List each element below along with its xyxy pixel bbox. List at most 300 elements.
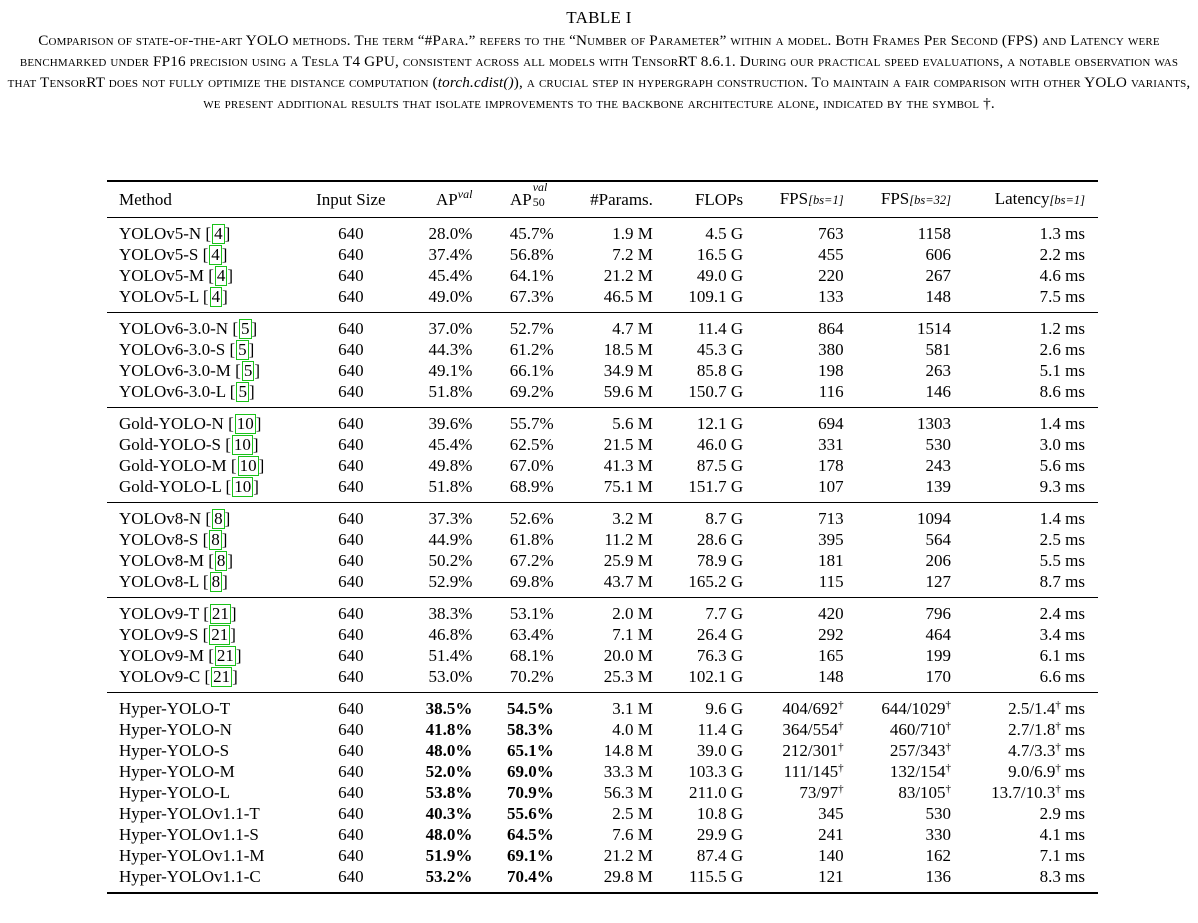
- citation-link[interactable]: 10: [236, 414, 254, 433]
- method-cell: YOLOv6-3.0-M [ 5 ]: [119, 361, 260, 380]
- params-cell: 25.3 M: [603, 667, 653, 686]
- fps-bs1-cell: 73/97†: [799, 783, 844, 802]
- fps-bs1-cell: 380: [818, 340, 844, 359]
- table-row: [107, 719, 1098, 740]
- citation-link[interactable]: 21: [213, 667, 231, 686]
- ap-cell: 50.2%: [428, 551, 473, 570]
- input-size-cell: 640: [338, 846, 364, 865]
- input-size-cell: 640: [338, 435, 364, 454]
- caption-text-1: Comparison of state-of-the-art YOLO methods. The term “#Para.” refers to the “Number of Parameter” within a model. Both Frames Per Second (FPS) and Latency were benchmarked under FP16 precision using a Tesla T4 GPU, consistent across all models with TensorRT 8.6.1. During our practical speed evaluations, a notable observation was that TensorRT does not fully optimize the distance computation (: [7, 32, 1179, 91]
- fps-bs1-cell: 395: [818, 530, 844, 549]
- fps-bs1-cell: 364/554†: [782, 720, 844, 739]
- table-row: [107, 824, 1098, 845]
- fps-bs32-cell: 257/343†: [889, 741, 952, 760]
- table-row: [107, 803, 1098, 824]
- ap50-cell: 67.0%: [509, 456, 554, 475]
- fps-bs32-cell: 1094: [917, 509, 952, 528]
- fps-bs1-cell: 763: [818, 224, 844, 243]
- citation-link[interactable]: 4: [211, 287, 221, 306]
- input-size-cell: 640: [338, 509, 364, 528]
- latency-cell: 1.4 ms: [1039, 414, 1085, 433]
- table-row: [107, 265, 1098, 286]
- ap50-cell: 53.1%: [509, 604, 554, 623]
- citation-link[interactable]: 21: [211, 604, 229, 623]
- citation-link[interactable]: 10: [233, 435, 251, 454]
- fps-bs32-cell: 127: [925, 572, 952, 591]
- params-cell: 5.6 M: [612, 414, 653, 433]
- latency-unit: ms: [1065, 741, 1085, 760]
- latency-cell: 8.6 ms: [1039, 382, 1085, 401]
- header-method: Method: [119, 189, 172, 209]
- params-cell: 21.2 M: [603, 846, 653, 865]
- params-cell: 2.0 M: [612, 604, 653, 623]
- flops-cell: 85.8 G: [696, 361, 744, 380]
- input-size-cell: 640: [338, 340, 364, 359]
- table-row: [107, 339, 1098, 360]
- latency-cell: 6.1 ms: [1039, 646, 1085, 665]
- method-cell: YOLOv9-S [ 21 ]: [119, 625, 236, 644]
- latency-cell: 2.7/1.8† ms: [1008, 720, 1085, 739]
- fps-bs32-cell: 530: [925, 804, 952, 823]
- fps-bs1-cell: 220: [818, 266, 844, 285]
- ap-cell: 46.8%: [428, 625, 473, 644]
- method-cell: YOLOv8-S [ 8 ]: [119, 530, 228, 549]
- flops-cell: 87.4 G: [696, 846, 744, 865]
- citation-link[interactable]: 21: [216, 646, 234, 665]
- citation-link[interactable]: 5: [238, 382, 247, 401]
- table-row: [107, 645, 1098, 666]
- params-cell: 18.5 M: [603, 340, 653, 359]
- flops-cell: 7.7 G: [705, 604, 744, 623]
- ap-cell: 51.9%: [425, 846, 473, 865]
- table-row: [107, 624, 1098, 645]
- ap50-cell: 63.4%: [509, 625, 554, 644]
- params-cell: 11.2 M: [604, 530, 653, 549]
- ap-cell: 37.3%: [428, 509, 473, 528]
- latency-cell: 2.6 ms: [1039, 340, 1085, 359]
- ap-cell: 48.0%: [425, 741, 473, 760]
- latency-cell: 4.1 ms: [1039, 825, 1085, 844]
- latency-cell: 9.0/6.9† ms: [1008, 762, 1085, 781]
- fps-bs32-cell: 460/710†: [889, 720, 952, 739]
- fps-bs32-cell: 464: [925, 625, 952, 644]
- fps-bs1-cell: 148: [818, 667, 844, 686]
- fps-bs32-cell: 139: [925, 477, 952, 496]
- citation-link[interactable]: 10: [239, 456, 257, 475]
- table-row: [107, 381, 1098, 408]
- flops-cell: 28.6 G: [696, 530, 744, 549]
- table-row: [107, 740, 1098, 761]
- input-size-cell: 640: [338, 361, 364, 380]
- params-cell: 3.1 M: [612, 699, 653, 718]
- latency-cell: 2.5/1.4† ms: [1008, 699, 1085, 718]
- table-row: [107, 529, 1098, 550]
- table-group: [107, 598, 1098, 693]
- input-size-cell: 640: [338, 667, 364, 686]
- ap-cell: 40.3%: [425, 804, 473, 823]
- input-size-cell: 640: [338, 530, 364, 549]
- latency-cell: 9.3 ms: [1039, 477, 1085, 496]
- fps-bs32-cell: 530: [925, 435, 952, 454]
- fps-bs1-cell: 165: [818, 646, 844, 665]
- flops-cell: 115.5 G: [689, 867, 744, 886]
- fps-bs32-cell: 83/105†: [898, 783, 952, 802]
- table-row: [107, 571, 1098, 598]
- table-row: [107, 360, 1098, 381]
- params-cell: 59.6 M: [603, 382, 653, 401]
- params-cell: 46.5 M: [603, 287, 653, 306]
- table-row: [107, 434, 1098, 455]
- dagger-mark: †: [1055, 720, 1061, 732]
- method-cell: YOLOv9-T [ 21 ]: [119, 604, 237, 623]
- params-cell: 25.9 M: [603, 551, 653, 570]
- ap50-cell: 69.8%: [509, 572, 554, 591]
- header-latency: Latency[bs=1]: [994, 189, 1085, 208]
- latency-unit: ms: [1065, 783, 1085, 802]
- citation-link[interactable]: 8: [211, 572, 221, 591]
- table-row: [107, 408, 1098, 435]
- table-row: [107, 286, 1098, 313]
- fps-bs32-cell: 148: [925, 287, 952, 306]
- method-cell: Hyper-YOLOv1.1-C: [119, 867, 261, 886]
- params-cell: 34.9 M: [603, 361, 653, 380]
- params-cell: 21.5 M: [603, 435, 653, 454]
- input-size-cell: 640: [338, 224, 364, 243]
- ap50-cell: 70.2%: [509, 667, 554, 686]
- header-fps-bs32: FPS[bs=32]: [880, 189, 952, 208]
- ap50-cell: 65.1%: [506, 741, 554, 760]
- header-fps-bs1: FPS[bs=1]: [779, 189, 844, 208]
- latency-unit: ms: [1065, 762, 1085, 781]
- table-header: [107, 181, 1098, 218]
- dagger-mark: †: [945, 762, 952, 774]
- method-cell: Hyper-YOLOv1.1-S: [119, 825, 259, 844]
- ap-cell: 41.8%: [425, 720, 473, 739]
- dagger-mark: †: [945, 741, 952, 753]
- flops-cell: 8.7 G: [705, 509, 744, 528]
- latency-cell: 1.2 ms: [1039, 319, 1085, 338]
- method-cell: YOLOv5-M [ 4 ]: [119, 266, 234, 285]
- latency-cell: 2.4 ms: [1039, 604, 1085, 623]
- params-cell: 7.1 M: [612, 625, 653, 644]
- dagger-mark: †: [945, 699, 952, 711]
- table-row: [107, 693, 1098, 720]
- citation-link[interactable]: 4: [211, 245, 220, 264]
- method-cell: Hyper-YOLO-L: [119, 783, 231, 802]
- fps-bs32-cell: 1158: [917, 224, 952, 243]
- flops-cell: 9.6 G: [705, 699, 744, 718]
- flops-cell: 109.1 G: [688, 287, 744, 306]
- header-ap50: AP val 50: [509, 179, 548, 209]
- ap50-cell: 68.9%: [509, 477, 554, 496]
- caption-code: torch.cdist(): [437, 74, 514, 91]
- table-row: [107, 313, 1098, 340]
- flops-cell: 26.4 G: [696, 625, 744, 644]
- fps-bs1-cell: 116: [818, 382, 844, 401]
- ap50-cell: 69.2%: [509, 382, 554, 401]
- method-cell: Hyper-YOLO-N: [119, 720, 232, 739]
- dagger-mark: †: [838, 762, 844, 774]
- fps-bs1-cell: 178: [818, 456, 844, 475]
- ap-cell: 49.0%: [428, 287, 473, 306]
- citation-link[interactable]: 5: [238, 340, 247, 359]
- flops-cell: 29.9 G: [696, 825, 744, 844]
- ap50-cell: 54.5%: [506, 699, 554, 718]
- caption-end: .: [990, 95, 995, 112]
- fps-bs1-cell: 404/692†: [782, 699, 844, 718]
- dagger-mark: †: [1055, 699, 1061, 711]
- flops-cell: 46.0 G: [696, 435, 744, 454]
- table-row: [107, 476, 1098, 503]
- flops-cell: 4.5 G: [705, 224, 744, 243]
- header-input-size: Input Size: [316, 189, 386, 209]
- input-size-cell: 640: [338, 319, 364, 338]
- ap50-cell: 55.7%: [509, 414, 554, 433]
- params-cell: 4.7 M: [612, 319, 653, 338]
- method-cell: Gold-YOLO-L [ 10 ]: [119, 477, 259, 496]
- ap-cell: 52.0%: [425, 762, 473, 781]
- caption-text-2: ), a crucial step in hypergraph construction. To maintain a fair comparison with other YOLO variants, we present additional results that isolate improvements to the backbone architecture alone, indicated by the symbol: [203, 74, 1191, 112]
- latency-cell: 4.6 ms: [1039, 266, 1085, 285]
- fps-bs32-cell: 1303: [917, 414, 952, 433]
- ap50-cell: 56.8%: [509, 245, 554, 264]
- citation-link[interactable]: 8: [211, 530, 220, 549]
- fps-bs32-cell: 206: [925, 551, 952, 570]
- input-size-cell: 640: [338, 762, 364, 781]
- ap50-cell: 64.5%: [506, 825, 554, 844]
- table-row: [107, 244, 1098, 265]
- latency-cell: 1.4 ms: [1039, 509, 1085, 528]
- latency-cell: 13.7/10.3† ms: [991, 783, 1085, 802]
- table-row: [107, 218, 1098, 245]
- table-group: [107, 313, 1098, 408]
- input-size-cell: 640: [338, 867, 364, 886]
- method-cell: Gold-YOLO-M [ 10 ]: [119, 456, 265, 475]
- method-cell: Hyper-YOLO-T: [119, 699, 231, 718]
- input-size-cell: 640: [338, 382, 364, 401]
- results-table: [107, 180, 1098, 894]
- fps-bs32-cell: 1514: [917, 319, 952, 338]
- ap50-cell: 67.3%: [509, 287, 554, 306]
- header-params: #Params.: [590, 189, 653, 209]
- fps-bs1-cell: 345: [818, 804, 844, 823]
- fps-bs32-cell: 644/1029†: [881, 699, 952, 718]
- fps-bs32-cell: 330: [925, 825, 952, 844]
- fps-bs32-cell: 146: [925, 382, 952, 401]
- input-size-cell: 640: [338, 245, 364, 264]
- method-cell: YOLOv5-N [ 4 ]: [119, 224, 231, 243]
- ap50-cell: 70.4%: [506, 867, 554, 886]
- latency-cell: 3.0 ms: [1039, 435, 1085, 454]
- latency-cell: 5.1 ms: [1039, 361, 1085, 380]
- params-cell: 14.8 M: [603, 741, 653, 760]
- ap50-cell: 55.6%: [506, 804, 554, 823]
- fps-bs1-cell: 181: [818, 551, 844, 570]
- fps-bs1-cell: 121: [818, 867, 844, 886]
- table-group: [107, 693, 1098, 894]
- params-cell: 3.2 M: [612, 509, 653, 528]
- dagger-mark: †: [838, 783, 844, 795]
- latency-cell: 8.7 ms: [1039, 572, 1085, 591]
- ap-cell: 51.8%: [428, 477, 473, 496]
- fps-bs1-cell: 420: [818, 604, 844, 623]
- ap-cell: 51.8%: [428, 382, 473, 401]
- latency-cell: 2.9 ms: [1039, 804, 1085, 823]
- fps-bs32-cell: 267: [925, 266, 952, 285]
- table-group: [107, 218, 1098, 313]
- fps-bs1-cell: 694: [818, 414, 844, 433]
- method-cell: Hyper-YOLO-S: [119, 741, 230, 760]
- table-caption-block: [0, 8, 1198, 114]
- fps-bs1-cell: 140: [818, 846, 844, 865]
- flops-cell: 87.5 G: [696, 456, 744, 475]
- input-size-cell: 640: [338, 551, 364, 570]
- ap50-cell: 69.0%: [506, 762, 554, 781]
- table-group: [107, 503, 1098, 598]
- params-cell: 2.5 M: [612, 804, 653, 823]
- ap-cell: 49.1%: [428, 361, 473, 380]
- dagger-mark: †: [838, 720, 844, 732]
- method-cell: Hyper-YOLO-M: [119, 762, 235, 781]
- ap50-cell: 67.2%: [509, 551, 554, 570]
- method-cell: Gold-YOLO-S [ 10 ]: [119, 435, 259, 454]
- flops-cell: 211.0 G: [689, 783, 744, 802]
- method-cell: YOLOv5-L [ 4 ]: [119, 287, 228, 306]
- table-title: TABLE I: [566, 8, 632, 27]
- ap50-cell: 61.2%: [509, 340, 554, 359]
- citation-link[interactable]: 4: [214, 224, 223, 243]
- ap50-cell: 69.1%: [506, 846, 554, 865]
- citation-link[interactable]: 8: [216, 551, 226, 570]
- ap50-cell: 66.1%: [509, 361, 554, 380]
- fps-bs1-cell: 107: [818, 477, 844, 496]
- ap-cell: 49.8%: [428, 456, 473, 475]
- flops-cell: 150.7 G: [688, 382, 744, 401]
- ap-cell: 52.9%: [428, 572, 473, 591]
- ap50-cell: 52.6%: [509, 509, 554, 528]
- method-cell: YOLOv6-3.0-N [ 5 ]: [119, 319, 258, 338]
- table-row: [107, 455, 1098, 476]
- input-size-cell: 640: [338, 783, 364, 802]
- ap50-cell: 61.8%: [509, 530, 554, 549]
- citation-link[interactable]: 5: [243, 361, 253, 380]
- latency-cell: 3.4 ms: [1039, 625, 1085, 644]
- method-cell: YOLOv8-L [ 8 ]: [119, 572, 228, 591]
- fps-bs32-cell: 132/154†: [889, 762, 952, 781]
- flops-cell: 11.4 G: [697, 720, 744, 739]
- input-size-cell: 640: [338, 287, 364, 306]
- ap50-cell: 58.3%: [506, 720, 554, 739]
- ap-cell: 39.6%: [428, 414, 473, 433]
- citation-link[interactable]: 21: [211, 625, 229, 644]
- header-flops: FLOPs: [694, 189, 744, 209]
- fps-bs32-cell: 162: [925, 846, 952, 865]
- method-cell: YOLOv6-3.0-L [ 5 ]: [119, 382, 255, 401]
- fps-bs1-cell: 292: [818, 625, 844, 644]
- params-cell: 7.2 M: [612, 245, 653, 264]
- citation-link[interactable]: 4: [216, 266, 226, 285]
- params-cell: 75.1 M: [603, 477, 653, 496]
- input-size-cell: 640: [338, 266, 364, 285]
- method-cell: YOLOv5-S [ 4 ]: [119, 245, 228, 264]
- flops-cell: 49.0 G: [696, 266, 744, 285]
- dagger-mark: †: [945, 783, 952, 795]
- method-cell: YOLOv9-C [ 21 ]: [119, 667, 238, 686]
- dagger-mark: †: [1055, 762, 1061, 774]
- fps-bs1-cell: 133: [818, 287, 844, 306]
- method-cell: YOLOv8-M [ 8 ]: [119, 551, 234, 570]
- params-cell: 1.9 M: [612, 224, 653, 243]
- fps-bs32-cell: 136: [925, 867, 952, 886]
- fps-bs32-cell: 606: [925, 245, 952, 264]
- fps-bs1-cell: 198: [818, 361, 844, 380]
- method-cell: YOLOv8-N [ 8 ]: [119, 509, 231, 528]
- dagger-mark: †: [1055, 741, 1061, 753]
- ap-cell: 53.0%: [428, 667, 473, 686]
- citation-link[interactable]: 5: [241, 319, 250, 338]
- flops-cell: 102.1 G: [688, 667, 744, 686]
- dagger-mark: †: [838, 699, 844, 711]
- fps-bs1-cell: 241: [818, 825, 844, 844]
- ap50-cell: 62.5%: [509, 435, 554, 454]
- table-row: [107, 550, 1098, 571]
- ap-cell: 44.9%: [428, 530, 473, 549]
- flops-cell: 76.3 G: [696, 646, 744, 665]
- input-size-cell: 640: [338, 825, 364, 844]
- input-size-cell: 640: [338, 699, 364, 718]
- params-cell: 21.2 M: [603, 266, 653, 285]
- input-size-cell: 640: [338, 572, 364, 591]
- fps-bs1-cell: 212/301†: [782, 741, 844, 760]
- caption-symbol: †: [983, 95, 991, 112]
- fps-bs32-cell: 796: [925, 604, 952, 623]
- flops-cell: 10.8 G: [696, 804, 744, 823]
- input-size-cell: 640: [338, 625, 364, 644]
- ap-cell: 44.3%: [428, 340, 473, 359]
- latency-cell: 8.3 ms: [1039, 867, 1085, 886]
- fps-bs1-cell: 713: [818, 509, 844, 528]
- flops-cell: 11.4 G: [697, 319, 744, 338]
- fps-bs1-cell: 115: [818, 572, 844, 591]
- table-group: [107, 408, 1098, 503]
- citation-link[interactable]: 10: [234, 477, 252, 496]
- citation-link[interactable]: 8: [214, 509, 223, 528]
- table-caption: [6, 30, 1192, 114]
- method-cell: YOLOv6-3.0-S [ 5 ]: [119, 340, 255, 359]
- latency-cell: 7.5 ms: [1039, 287, 1085, 306]
- input-size-cell: 640: [338, 804, 364, 823]
- method-cell: Gold-YOLO-N [ 10 ]: [119, 414, 262, 433]
- latency-cell: 2.5 ms: [1039, 530, 1085, 549]
- latency-cell: 7.1 ms: [1039, 846, 1085, 865]
- params-cell: 43.7 M: [603, 572, 653, 591]
- fps-bs1-cell: 864: [818, 319, 844, 338]
- table-row: [107, 761, 1098, 782]
- flops-cell: 103.3 G: [688, 762, 744, 781]
- input-size-cell: 640: [338, 646, 364, 665]
- input-size-cell: 640: [338, 456, 364, 475]
- table-row: [107, 666, 1098, 693]
- input-size-cell: 640: [338, 477, 364, 496]
- ap-cell: 45.4%: [428, 435, 473, 454]
- latency-cell: 5.5 ms: [1039, 551, 1085, 570]
- ap-cell: 51.4%: [428, 646, 473, 665]
- params-cell: 4.0 M: [612, 720, 653, 739]
- flops-cell: 78.9 G: [696, 551, 744, 570]
- latency-cell: 5.6 ms: [1039, 456, 1085, 475]
- method-cell: Hyper-YOLOv1.1-T: [119, 804, 260, 823]
- ap-cell: 37.4%: [428, 245, 473, 264]
